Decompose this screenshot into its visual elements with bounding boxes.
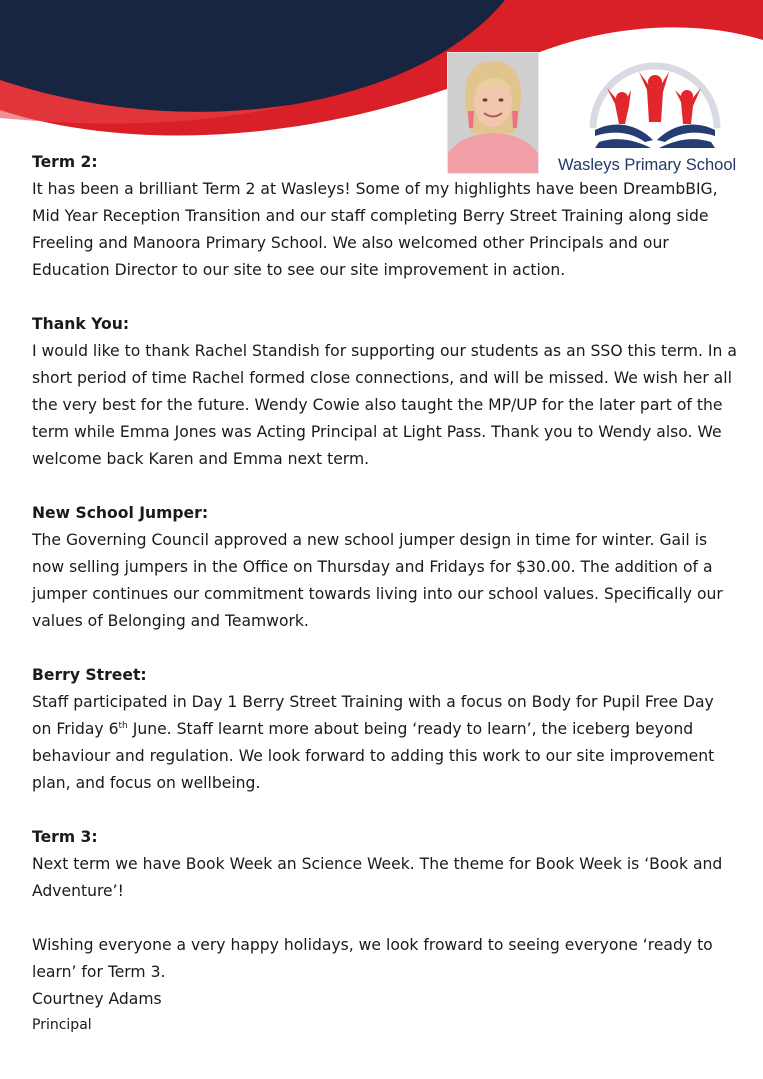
newsletter-content xyxy=(32,149,737,1037)
body-text: Staff participated in Day 1 Berry Street Training with a focus on Body for Pupil Free Day on Friday 6 xyxy=(32,693,714,738)
school-name: Wasleys Primary School xyxy=(558,156,737,174)
section-thank-you xyxy=(32,311,737,473)
section-body: Next term we have Book Week an Science Week. The theme for Book Week is ‘Book and Adventure’! xyxy=(32,855,723,900)
signature-name: Courtney Adams xyxy=(32,990,162,1008)
section-heading: New School Jumper: xyxy=(32,504,209,522)
ordinal-suffix: th xyxy=(118,720,128,731)
section-berry-street xyxy=(32,662,737,797)
closing-message: Wishing everyone a very happy holidays, we look froward to seeing everyone ‘ready to learn’ for Term 3. xyxy=(32,936,713,981)
section-heading: Term 2: xyxy=(32,153,98,171)
section-heading: Berry Street: xyxy=(32,666,147,684)
section-body: The Governing Council approved a new school jumper design in time for winter. Gail is now selling jumpers in the Office on Thursday and Fridays for $30.00. The addition of a jumper continues our commitment towards living into our school values. Specifically our values of Belonging and Teamwork. xyxy=(32,531,723,630)
section-body xyxy=(32,689,737,797)
section-heading: Thank You: xyxy=(32,315,130,333)
closing xyxy=(32,932,737,1037)
section-new-school-jumper xyxy=(32,500,737,635)
section-heading: Term 3: xyxy=(32,828,98,846)
signature-role: Principal xyxy=(32,1017,92,1033)
section-term-3 xyxy=(32,824,737,905)
section-body: I would like to thank Rachel Standish for supporting our students as an SSO this term. In a short period of time Rachel formed close connections, and will be missed. We wish her all the very best for the future. Wendy Cowie also taught the MP/UP for the later part of the term while Emma Jones was Acting Principal at Light Pass. Thank you to Wendy also. We welcome back Karen and Emma next term. xyxy=(32,342,737,468)
section-term-2 xyxy=(32,149,737,284)
section-body: It has been a brilliant Term 2 at Wasleys! Some of my highlights have been DreambBIG, Mid Year Reception Transition and our staff completing Berry Street Training along side Freeling and Manoora Primary School. We also welcomed other Principals and our Education Director to our site to see our site improvement in action. xyxy=(32,180,718,279)
body-text: June. Staff learnt more about being ‘ready to learn’, the iceberg beyond behaviour and regulation. We look forward to adding this work to our site improvement plan, and focus on wellbeing. xyxy=(32,720,715,792)
school-logo xyxy=(575,60,735,156)
